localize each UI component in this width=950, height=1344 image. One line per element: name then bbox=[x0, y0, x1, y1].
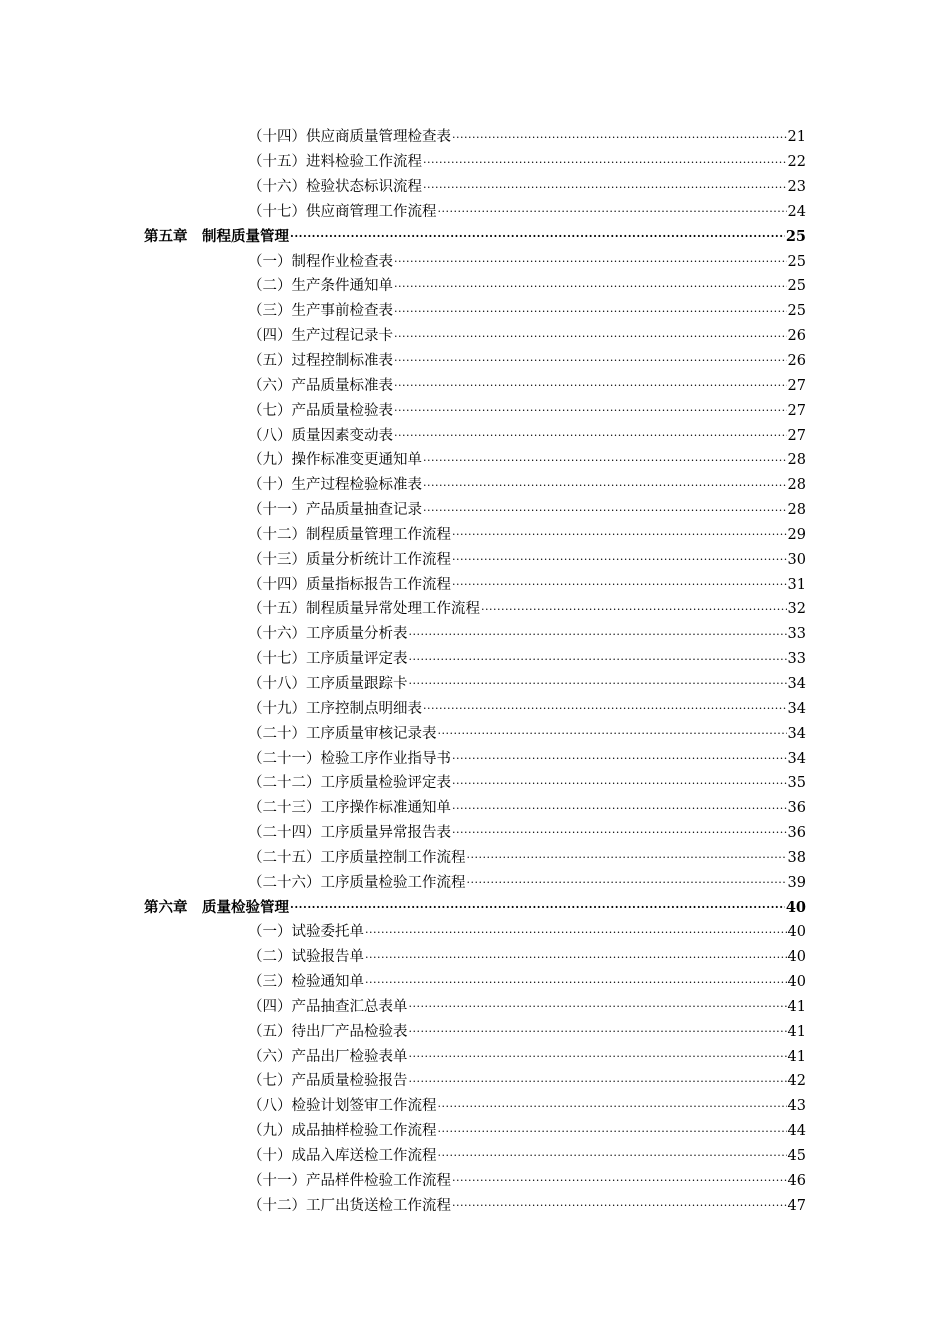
toc-entry-title: （六）产品出厂检验表单 bbox=[248, 1048, 408, 1065]
toc-page-number: 32 bbox=[787, 601, 806, 618]
toc-page-number: 25 bbox=[787, 253, 806, 270]
toc-entry-title: （十八）工序质量跟踪卡 bbox=[248, 675, 408, 692]
toc-section-row[interactable] bbox=[0, 1193, 950, 1218]
toc-section-row[interactable] bbox=[0, 150, 950, 175]
toc-entry-title: （一）试验委托单 bbox=[248, 924, 364, 941]
toc-page-number: 25 bbox=[787, 278, 806, 295]
toc-leader-dots bbox=[409, 671, 787, 696]
toc-leader-dots bbox=[365, 945, 787, 970]
toc-page-number: 26 bbox=[787, 328, 806, 345]
toc-leader-dots bbox=[423, 175, 787, 200]
toc-leader-dots bbox=[409, 622, 787, 647]
toc-page-number: 33 bbox=[787, 651, 806, 668]
toc-entry-title: （十）生产过程检验标准表 bbox=[248, 477, 422, 494]
toc-leader-dots bbox=[467, 845, 787, 870]
toc-leader-dots bbox=[409, 1044, 787, 1069]
toc-section-row[interactable] bbox=[0, 1119, 950, 1144]
toc-chapter-row[interactable] bbox=[0, 895, 950, 920]
toc-section-row[interactable] bbox=[0, 274, 950, 299]
toc-page-number: 45 bbox=[787, 1148, 806, 1165]
toc-leader-dots bbox=[452, 125, 787, 150]
toc-leader-dots bbox=[423, 448, 787, 473]
toc-page-number: 34 bbox=[787, 725, 806, 742]
toc-leader-dots bbox=[438, 721, 787, 746]
toc-section-row[interactable] bbox=[0, 821, 950, 846]
toc-entry-title: （二十三）工序操作标准通知单 bbox=[248, 800, 451, 817]
toc-entry-title: （七）产品质量检验报告 bbox=[248, 1073, 408, 1090]
toc-leader-dots bbox=[423, 473, 787, 498]
toc-section-row[interactable] bbox=[0, 547, 950, 572]
toc-section-row[interactable] bbox=[0, 1168, 950, 1193]
toc-page-number: 42 bbox=[787, 1073, 806, 1090]
toc-page-number: 27 bbox=[787, 427, 806, 444]
toc-entry-title: 第六章 质量检验管理 bbox=[144, 898, 289, 916]
toc-entry-title: （十七）供应商管理工作流程 bbox=[248, 203, 437, 220]
toc-page-number: 36 bbox=[787, 825, 806, 842]
toc-leader-dots bbox=[365, 920, 787, 945]
toc-page-number: 40 bbox=[787, 949, 806, 966]
toc-entry-title: （一）制程作业检查表 bbox=[248, 253, 393, 270]
toc-section-row[interactable] bbox=[0, 746, 950, 771]
toc-section-row[interactable] bbox=[0, 945, 950, 970]
toc-page-number: 39 bbox=[787, 874, 806, 891]
toc-entry-title: （十五）制程质量异常处理工作流程 bbox=[248, 601, 480, 618]
toc-page-number: 41 bbox=[787, 998, 806, 1015]
toc-page-number: 23 bbox=[787, 179, 806, 196]
toc-entry-title: （二十）工序质量审核记录表 bbox=[248, 725, 437, 742]
toc-page-number: 40 bbox=[787, 924, 806, 941]
toc-entry-title: （二）试验报告单 bbox=[248, 949, 364, 966]
toc-entry-title: （二十四）工序质量异常报告表 bbox=[248, 825, 451, 842]
toc-section-row[interactable] bbox=[0, 324, 950, 349]
toc-leader-dots bbox=[438, 1094, 787, 1119]
toc-entry-title: （十四）质量指标报告工作流程 bbox=[248, 576, 451, 593]
toc-section-row[interactable] bbox=[0, 200, 950, 225]
toc-entry-title: （十二）制程质量管理工作流程 bbox=[248, 526, 451, 543]
toc-section-row[interactable] bbox=[0, 175, 950, 200]
toc-section-row[interactable] bbox=[0, 597, 950, 622]
toc-section-row[interactable] bbox=[0, 920, 950, 945]
toc-entry-title: （六）产品质量标准表 bbox=[248, 377, 393, 394]
toc-leader-dots bbox=[452, 796, 787, 821]
toc-leader-dots bbox=[365, 970, 787, 995]
toc-leader-dots bbox=[409, 1069, 787, 1094]
toc-page-number: 30 bbox=[787, 551, 806, 568]
toc-leader-dots bbox=[394, 423, 787, 448]
table-of-contents bbox=[0, 125, 950, 1218]
toc-section-row[interactable] bbox=[0, 125, 950, 150]
toc-section-row[interactable] bbox=[0, 572, 950, 597]
toc-section-row[interactable] bbox=[0, 473, 950, 498]
toc-entry-title: （十六）检验状态标识流程 bbox=[248, 179, 422, 196]
toc-leader-dots bbox=[452, 547, 787, 572]
toc-leader-dots bbox=[409, 1019, 787, 1044]
toc-entry-title: （五）过程控制标准表 bbox=[248, 353, 393, 370]
toc-section-row[interactable] bbox=[0, 373, 950, 398]
toc-page-number: 33 bbox=[787, 626, 806, 643]
toc-page-number: 38 bbox=[787, 849, 806, 866]
toc-entry-title: （四）生产过程记录卡 bbox=[248, 328, 393, 345]
toc-page-number: 34 bbox=[787, 700, 806, 717]
toc-entry-title: （二十六）工序质量检验工作流程 bbox=[248, 874, 466, 891]
toc-page-number: 34 bbox=[787, 675, 806, 692]
toc-leader-dots bbox=[452, 746, 787, 771]
toc-entry-title: （九）操作标准变更通知单 bbox=[248, 452, 422, 469]
toc-page-number: 25 bbox=[785, 227, 806, 245]
toc-section-row[interactable] bbox=[0, 845, 950, 870]
toc-page-number: 31 bbox=[787, 576, 806, 593]
toc-leader-dots bbox=[452, 1193, 787, 1218]
toc-section-row[interactable] bbox=[0, 970, 950, 995]
toc-section-row[interactable] bbox=[0, 1044, 950, 1069]
toc-leader-dots bbox=[452, 572, 787, 597]
toc-section-row[interactable] bbox=[0, 1094, 950, 1119]
toc-section-row[interactable] bbox=[0, 1069, 950, 1094]
toc-page-number: 28 bbox=[787, 452, 806, 469]
toc-section-row[interactable] bbox=[0, 423, 950, 448]
toc-page-number: 28 bbox=[787, 477, 806, 494]
toc-section-row[interactable] bbox=[0, 1019, 950, 1044]
toc-section-row[interactable] bbox=[0, 672, 950, 697]
toc-page-number: 41 bbox=[787, 1048, 806, 1065]
toc-leader-dots bbox=[438, 1143, 787, 1168]
toc-entry-title: （五）待出厂产品检验表 bbox=[248, 1023, 408, 1040]
toc-leader-dots bbox=[394, 299, 787, 324]
toc-page-number: 29 bbox=[787, 526, 806, 543]
toc-page-number: 43 bbox=[787, 1098, 806, 1115]
toc-section-row[interactable] bbox=[0, 995, 950, 1020]
toc-leader-dots bbox=[423, 150, 787, 175]
toc-page-number: 40 bbox=[785, 898, 806, 916]
toc-section-row[interactable] bbox=[0, 870, 950, 895]
toc-page-number: 27 bbox=[787, 402, 806, 419]
toc-entry-title: （十七）工序质量评定表 bbox=[248, 651, 408, 668]
toc-leader-dots bbox=[409, 647, 787, 672]
toc-leader-dots bbox=[394, 249, 787, 274]
toc-leader-dots bbox=[423, 696, 787, 721]
toc-section-row[interactable] bbox=[0, 796, 950, 821]
toc-leader-dots bbox=[394, 373, 787, 398]
toc-section-row[interactable] bbox=[0, 622, 950, 647]
toc-page-number: 26 bbox=[787, 353, 806, 370]
toc-leader-dots bbox=[452, 522, 787, 547]
toc-leader-dots bbox=[394, 324, 787, 349]
toc-leader-dots bbox=[290, 895, 785, 920]
toc-section-row[interactable] bbox=[0, 696, 950, 721]
toc-entry-title: （十五）进料检验工作流程 bbox=[248, 154, 422, 171]
toc-page-number: 44 bbox=[787, 1123, 806, 1140]
toc-page-number: 47 bbox=[787, 1197, 806, 1214]
toc-leader-dots bbox=[394, 348, 787, 373]
toc-section-row[interactable] bbox=[0, 498, 950, 523]
toc-section-row[interactable] bbox=[0, 349, 950, 374]
toc-chapter-row[interactable] bbox=[0, 224, 950, 249]
toc-leader-dots bbox=[394, 274, 787, 299]
toc-section-row[interactable] bbox=[0, 721, 950, 746]
toc-entry-title: （四）产品抽查汇总表单 bbox=[248, 998, 408, 1015]
toc-page-number: 35 bbox=[787, 775, 806, 792]
toc-leader-dots bbox=[467, 870, 787, 895]
toc-entry-title: （十九）工序控制点明细表 bbox=[248, 700, 422, 717]
toc-section-row[interactable] bbox=[0, 249, 950, 274]
toc-page-number: 41 bbox=[787, 1023, 806, 1040]
toc-entry-title: （十一）产品质量抽查记录 bbox=[248, 502, 422, 519]
toc-section-row[interactable] bbox=[0, 448, 950, 473]
toc-leader-dots bbox=[394, 398, 787, 423]
toc-section-row[interactable] bbox=[0, 647, 950, 672]
toc-page-number: 40 bbox=[787, 974, 806, 991]
toc-page-number: 46 bbox=[787, 1172, 806, 1189]
toc-leader-dots bbox=[423, 498, 787, 523]
toc-page-number: 24 bbox=[787, 203, 806, 220]
toc-entry-title: （十一）产品样件检验工作流程 bbox=[248, 1172, 451, 1189]
toc-entry-title: （十四）供应商质量管理检查表 bbox=[248, 129, 451, 146]
toc-section-row[interactable] bbox=[0, 523, 950, 548]
toc-entry-title: （十）成品入库送检工作流程 bbox=[248, 1148, 437, 1165]
toc-entry-title: 第五章 制程质量管理 bbox=[144, 227, 289, 245]
toc-entry-title: （三）生产事前检查表 bbox=[248, 303, 393, 320]
toc-page-number: 36 bbox=[787, 800, 806, 817]
toc-entry-title: （九）成品抽样检验工作流程 bbox=[248, 1123, 437, 1140]
toc-section-row[interactable] bbox=[0, 1144, 950, 1169]
toc-leader-dots bbox=[438, 1119, 787, 1144]
toc-page-number: 22 bbox=[787, 154, 806, 171]
toc-entry-title: （二十五）工序质量控制工作流程 bbox=[248, 849, 466, 866]
toc-entry-title: （二十二）工序质量检验评定表 bbox=[248, 775, 451, 792]
toc-page-number: 34 bbox=[787, 750, 806, 767]
toc-entry-title: （三）检验通知单 bbox=[248, 974, 364, 991]
toc-leader-dots bbox=[452, 820, 787, 845]
toc-section-row[interactable] bbox=[0, 398, 950, 423]
toc-leader-dots bbox=[438, 199, 787, 224]
toc-page-number: 25 bbox=[787, 303, 806, 320]
toc-leader-dots bbox=[481, 597, 787, 622]
toc-leader-dots bbox=[290, 224, 785, 249]
toc-entry-title: （七）产品质量检验表 bbox=[248, 402, 393, 419]
toc-page-number: 28 bbox=[787, 502, 806, 519]
toc-section-row[interactable] bbox=[0, 299, 950, 324]
toc-entry-title: （二）生产条件通知单 bbox=[248, 278, 393, 295]
toc-leader-dots bbox=[452, 1168, 787, 1193]
toc-entry-title: （八）检验计划签审工作流程 bbox=[248, 1098, 437, 1115]
toc-entry-title: （二十一）检验工序作业指导书 bbox=[248, 750, 451, 767]
toc-page-number: 27 bbox=[787, 377, 806, 394]
toc-entry-title: （十三）质量分析统计工作流程 bbox=[248, 551, 451, 568]
toc-leader-dots bbox=[452, 771, 787, 796]
toc-page-number: 21 bbox=[787, 129, 806, 146]
toc-leader-dots bbox=[409, 994, 787, 1019]
toc-entry-title: （八）质量因素变动表 bbox=[248, 427, 393, 444]
toc-section-row[interactable] bbox=[0, 771, 950, 796]
toc-entry-title: （十六）工序质量分析表 bbox=[248, 626, 408, 643]
toc-entry-title: （十二）工厂出货送检工作流程 bbox=[248, 1197, 451, 1214]
